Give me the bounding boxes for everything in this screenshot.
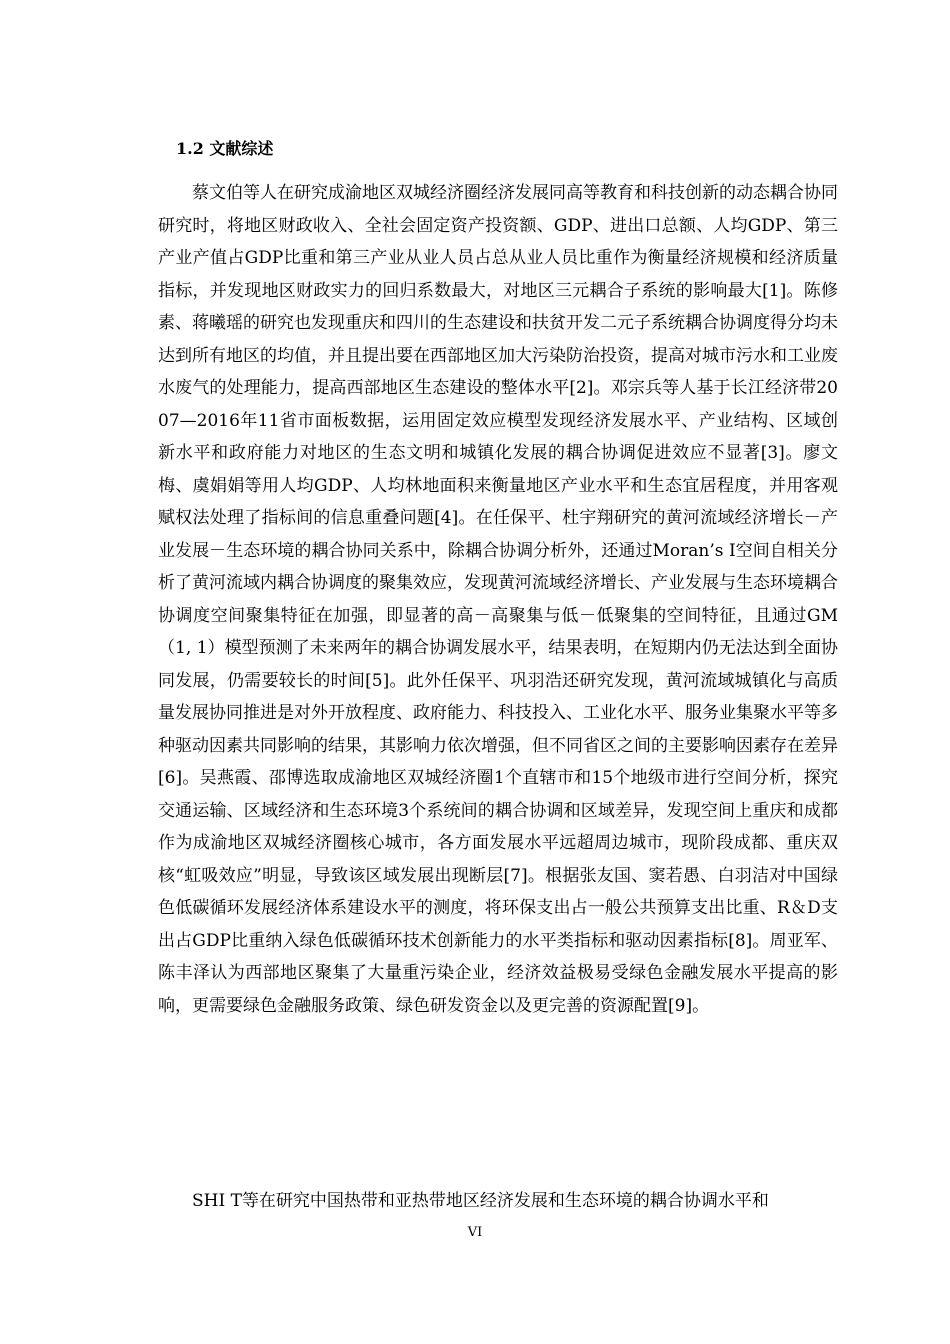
body-paragraph-continued: SHI T等在研究中国热带和亚热带地区经济发展和生态环境的耦合协调水平和	[192, 1191, 769, 1211]
body-paragraph-literature-review: 蔡文伯等人在研究成渝地区双城经济圈经济发展同高等教育和科技创新的动态耦合协同研究时，将地区财政收入、全社会固定资产投资额、GDP、进出口总额、人均GDP、第三产业产值占GDP比重和第三产业从业人员占总从业人员比重作为衡量经济规模和经济质量指标，并发现地区财政实力的回归系数最大，对地区三元耦合子系统的影响最大[1]。陈修素、蒋曦瑶的研究也发现重庆和四川的生态建设和扶贫开发二元子系统耦合协调度得分均未达到所有地区的均值，并且提出要在西部地区加大污染防治投资，提高对城市污水和工业废水废气的处理能力，提高西部地区生态建设的整体水平[2]。邓宗兵等人基于长江经济带2007—2016年11省市面板数据，运用固定效应模型发现经济发展水平、产业结构、区域创新水平和政府能力对地区的生态文明和城镇化发展的耦合协调促进效应不显著[3]。廖文梅、虞娟娟等用人均GDP、人均林地面积来衡量地区产业水平和生态宜居程度，并用客观赋权法处理了指标间的信息重叠问题[4]。在任保平、杜宇翔研究的黄河流域经济增长－产业发展－生态环境的耦合协同关系中，除耦合协调分析外，还通过Moran’s I空间自相关分析了黄河流域内耦合协调度的聚集效应，发现黄河流域经济增长、产业发展与生态环境耦合协调度空间聚集特征在加强，即显著的高－高聚集与低－低聚集的空间特征，且通过GM（1, 1）模型预测了未来两年的耦合协调发展水平，结果表明，在短期内仍无法达到全面协同发展，仍需要较长的时间[5]。此外任保平、巩羽浩还研究发现，黄河流域城镇化与高质量发展协同推进是对外开放程度、政府能力、科技投入、工业化水平、服务业集聚水平等多种驱动因素共同影响的结果，其影响力依次增强，但不同省区之间的主要影响因素存在差异[6]。吴燕霞、邵博选取成渝地区双城经济圈1个直辖市和15个地级市进行空间分析，探究交通运输、区域经济和生态环境3个系统间的耦合协调和区域差异，发现空间上重庆和成都作为成渝地区双城经济圈核心城市，各方面发展水平远超周边城市，现阶段成都、重庆双核“虹吸效应”明显，导致该区域发展出现断层[7]。根据张友国、窦若愚、白羽洁对中国绿色低碳循环发展经济体系建设水平的测度，将环保支出占一般公共预算支出比重、R＆D支出占GDP比重纳入绿色低碳循环技术创新能力的水平类指标和驱动因素指标[8]。周亚军、陈丰泽认为西部地区聚集了大量重污染企业，经济效益极易受绿色金融发展水平提高的影响，更需要绿色金融服务政策、绿色研发资金以及更完善的资源配置[9]。	[158, 183, 838, 1016]
page-number: VI	[467, 1225, 483, 1240]
section-heading: 1.2 文献综述	[176, 139, 274, 158]
